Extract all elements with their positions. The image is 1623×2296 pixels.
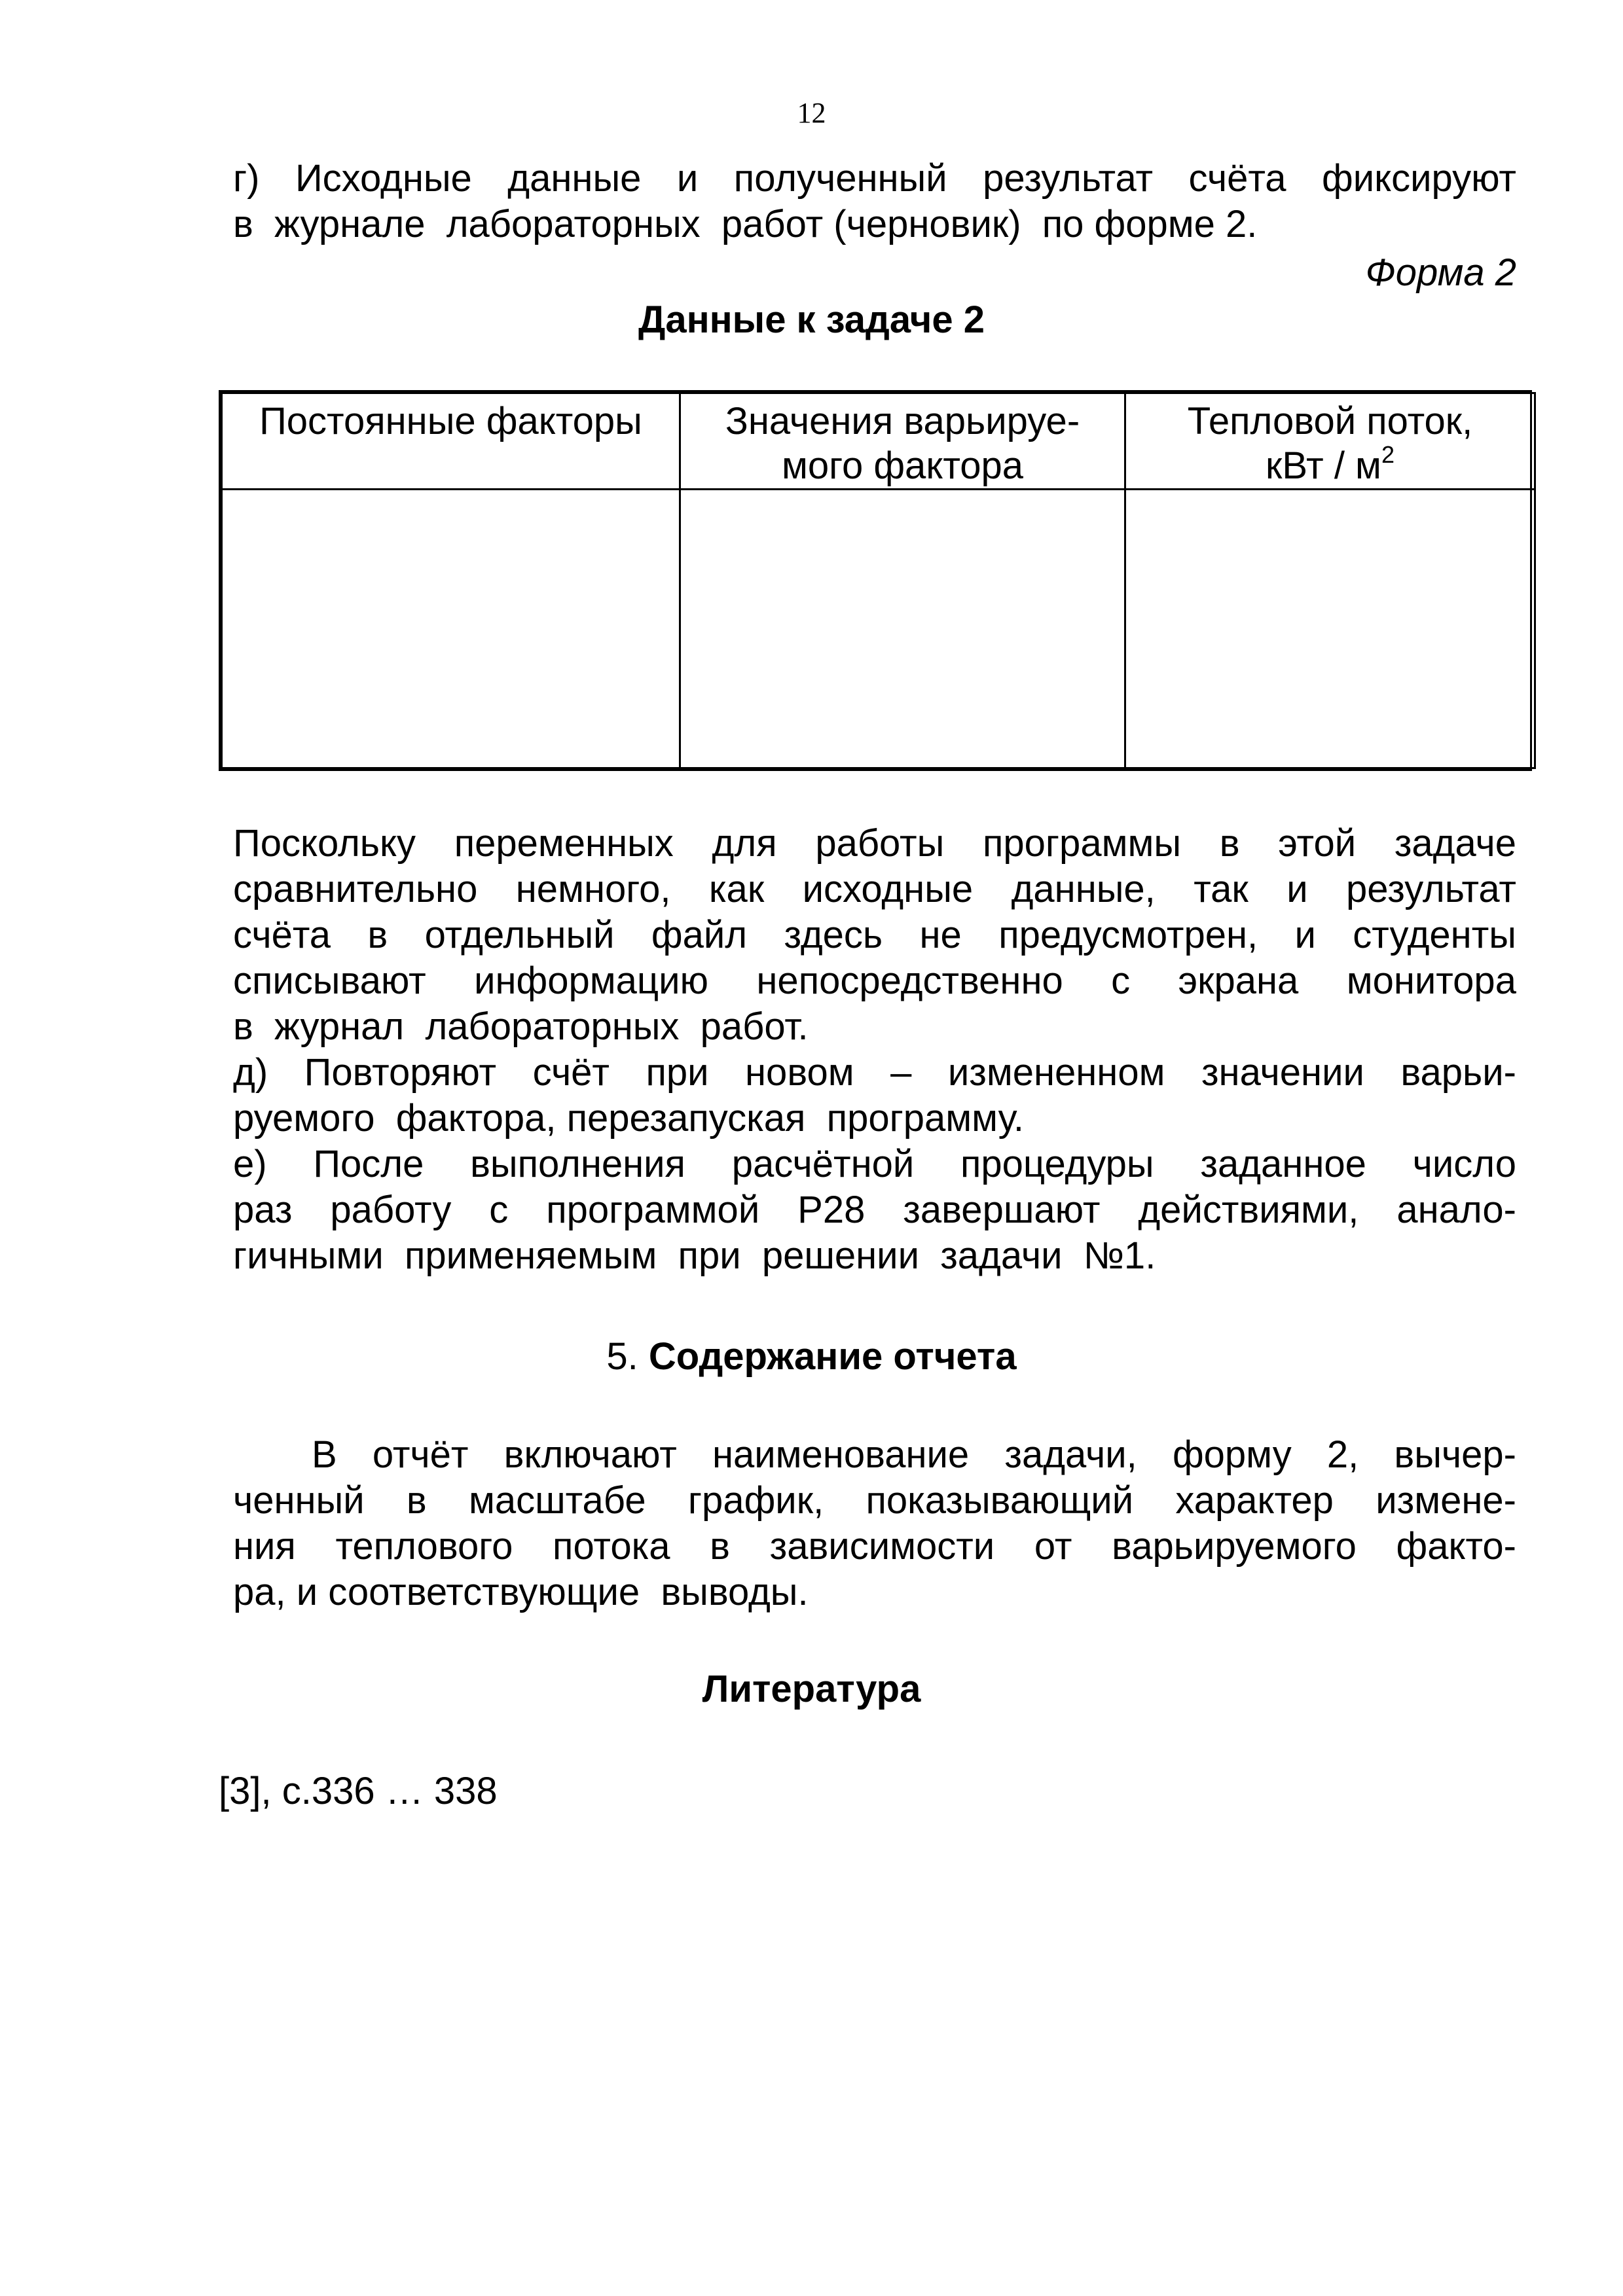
word: от — [1034, 1525, 1072, 1568]
word: как — [708, 868, 765, 910]
text-line — [233, 1524, 1516, 1570]
word: вычер- — [1394, 1433, 1516, 1476]
table-title: Данные к задаче 2 — [638, 298, 985, 341]
word: варьируемого — [1112, 1525, 1357, 1568]
word: этой — [1278, 822, 1357, 865]
table-header-row — [222, 393, 1535, 490]
word: число — [1412, 1143, 1516, 1185]
word: измененном — [947, 1051, 1165, 1094]
text-line — [233, 912, 1516, 958]
word: файл — [651, 914, 748, 956]
word: задачи, — [1004, 1433, 1137, 1476]
word: процедуры — [960, 1143, 1154, 1185]
word: заданное — [1200, 1143, 1366, 1185]
form-label: Форма 2 — [1365, 251, 1516, 294]
heat-flux-unit: кВт / м — [1266, 444, 1381, 487]
header-heat-flux — [1125, 393, 1535, 490]
word: монитора — [1346, 960, 1516, 1002]
step-g-paragraph — [233, 156, 1516, 247]
data-table — [219, 390, 1532, 771]
word: д) — [233, 1051, 268, 1094]
word: ния — [233, 1525, 296, 1568]
table-cell-constant-factors — [222, 490, 680, 768]
word: результат — [983, 157, 1154, 200]
word: непосредственно — [756, 960, 1063, 1002]
header-constant-factors-line1: Постоянные факторы — [259, 400, 642, 442]
word: включают — [503, 1433, 677, 1476]
word: Исходные — [295, 157, 472, 200]
word: теплового — [335, 1525, 513, 1568]
word: экрана — [1178, 960, 1299, 1002]
text-line — [233, 1141, 1516, 1187]
heat-flux-unit-exponent: 2 — [1381, 440, 1395, 468]
header-heat-flux-line1: Тепловой поток, — [1187, 400, 1473, 442]
table-cell-variable-values — [680, 490, 1125, 768]
word: так — [1194, 868, 1249, 910]
text-line: в журнал лабораторных работ. — [233, 1005, 809, 1048]
word: После — [313, 1143, 424, 1185]
word: исходные — [802, 868, 974, 910]
word: факто- — [1396, 1525, 1516, 1568]
word: измене- — [1376, 1479, 1516, 1522]
word: переменных — [454, 822, 674, 865]
word: и — [676, 157, 699, 200]
text-line — [233, 1050, 1516, 1096]
header-variable-factor-line2: мого фактора — [781, 444, 1024, 487]
word: счёта — [233, 914, 331, 956]
word: при — [646, 1051, 709, 1094]
text-line — [233, 1432, 1516, 1478]
word: Поскольку — [233, 822, 416, 865]
word: значении — [1201, 1051, 1364, 1094]
word: показывающий — [866, 1479, 1134, 1522]
header-constant-factors — [222, 393, 680, 490]
literature-reference: [3], с.336 … 338 — [219, 1770, 498, 1812]
header-heat-flux-line2 — [1126, 440, 1534, 488]
page-number: 12 — [797, 97, 826, 129]
word: – — [890, 1051, 912, 1094]
header-variable-factor-values — [680, 393, 1125, 490]
word: данные, — [1011, 868, 1156, 910]
word: работы — [815, 822, 945, 865]
word: потока — [553, 1525, 670, 1568]
word: задаче — [1394, 822, 1516, 865]
word: немного, — [515, 868, 671, 910]
word: В — [312, 1433, 337, 1476]
word: и — [1294, 914, 1316, 956]
word: раз — [233, 1189, 293, 1231]
word: новом — [745, 1051, 854, 1094]
text-line — [233, 156, 1516, 202]
word: график, — [687, 1479, 824, 1522]
word: результат — [1346, 868, 1516, 910]
word: данные — [507, 157, 642, 200]
word: с — [489, 1189, 509, 1231]
word: в — [367, 914, 388, 956]
word: Р28 — [797, 1189, 866, 1231]
word: завершают — [903, 1189, 1101, 1231]
word: программы — [982, 822, 1182, 865]
text-line — [233, 1187, 1516, 1233]
section-5-title: Содержание отчета — [648, 1335, 1017, 1378]
word: фиксируют — [1322, 157, 1516, 200]
table-cell-heat-flux — [1125, 490, 1535, 768]
word: с — [1111, 960, 1131, 1002]
text-line — [233, 821, 1516, 867]
table-empty-row — [222, 490, 1535, 768]
text-line: руемого фактора, перезапуская программу. — [233, 1097, 1024, 1139]
word: варьи- — [1400, 1051, 1516, 1094]
word: действиями, — [1138, 1189, 1359, 1231]
step-d-paragraph — [233, 1050, 1516, 1141]
section-5-heading — [0, 1334, 1623, 1380]
word: программой — [546, 1189, 760, 1231]
report-paragraph — [233, 1432, 1516, 1615]
word: полученный — [733, 157, 947, 200]
word: 2, — [1326, 1433, 1359, 1476]
word: в — [1219, 822, 1240, 865]
word: не — [919, 914, 962, 956]
word: и — [1286, 868, 1308, 910]
word: ченный — [233, 1479, 365, 1522]
text-line: в журнале лабораторных работ (черновик) по форме 2. — [233, 203, 1258, 245]
text-line: ра, и соответствующие выводы. — [233, 1571, 809, 1613]
word: Повторяют — [304, 1051, 497, 1094]
word: в — [710, 1525, 730, 1568]
word: здесь — [784, 914, 883, 956]
step-e-paragraph — [233, 1141, 1516, 1279]
main-paragraph — [233, 821, 1516, 1050]
word: характер — [1175, 1479, 1334, 1522]
word: е) — [233, 1143, 267, 1185]
word: выполнения — [470, 1143, 685, 1185]
word: расчётной — [731, 1143, 915, 1185]
word: г) — [233, 157, 260, 200]
header-variable-factor-line1: Значения варьируе- — [725, 400, 1080, 442]
word: отчёт — [372, 1433, 469, 1476]
word: зависимости — [769, 1525, 995, 1568]
word: масштабе — [468, 1479, 646, 1522]
word: наименование — [712, 1433, 970, 1476]
word: для — [712, 822, 777, 865]
word: студенты — [1353, 914, 1516, 956]
text-line — [233, 958, 1516, 1004]
text-line: гичными применяемым при решении задачи №1. — [233, 1234, 1156, 1277]
word: сравнительно — [233, 868, 478, 910]
word: анало- — [1396, 1189, 1516, 1231]
word: информацию — [474, 960, 709, 1002]
section-5-number: 5. — [606, 1335, 638, 1378]
text-line — [233, 867, 1516, 912]
word: предусмотрен, — [998, 914, 1258, 956]
word: форму — [1172, 1433, 1292, 1476]
word: работу — [330, 1189, 452, 1231]
literature-title: Литература — [702, 1668, 921, 1710]
text-line — [233, 1478, 1516, 1524]
word: в — [406, 1479, 427, 1522]
word: отдельный — [424, 914, 615, 956]
word: счёта — [1188, 157, 1286, 200]
word: списывают — [233, 960, 426, 1002]
word: счёт — [532, 1051, 610, 1094]
